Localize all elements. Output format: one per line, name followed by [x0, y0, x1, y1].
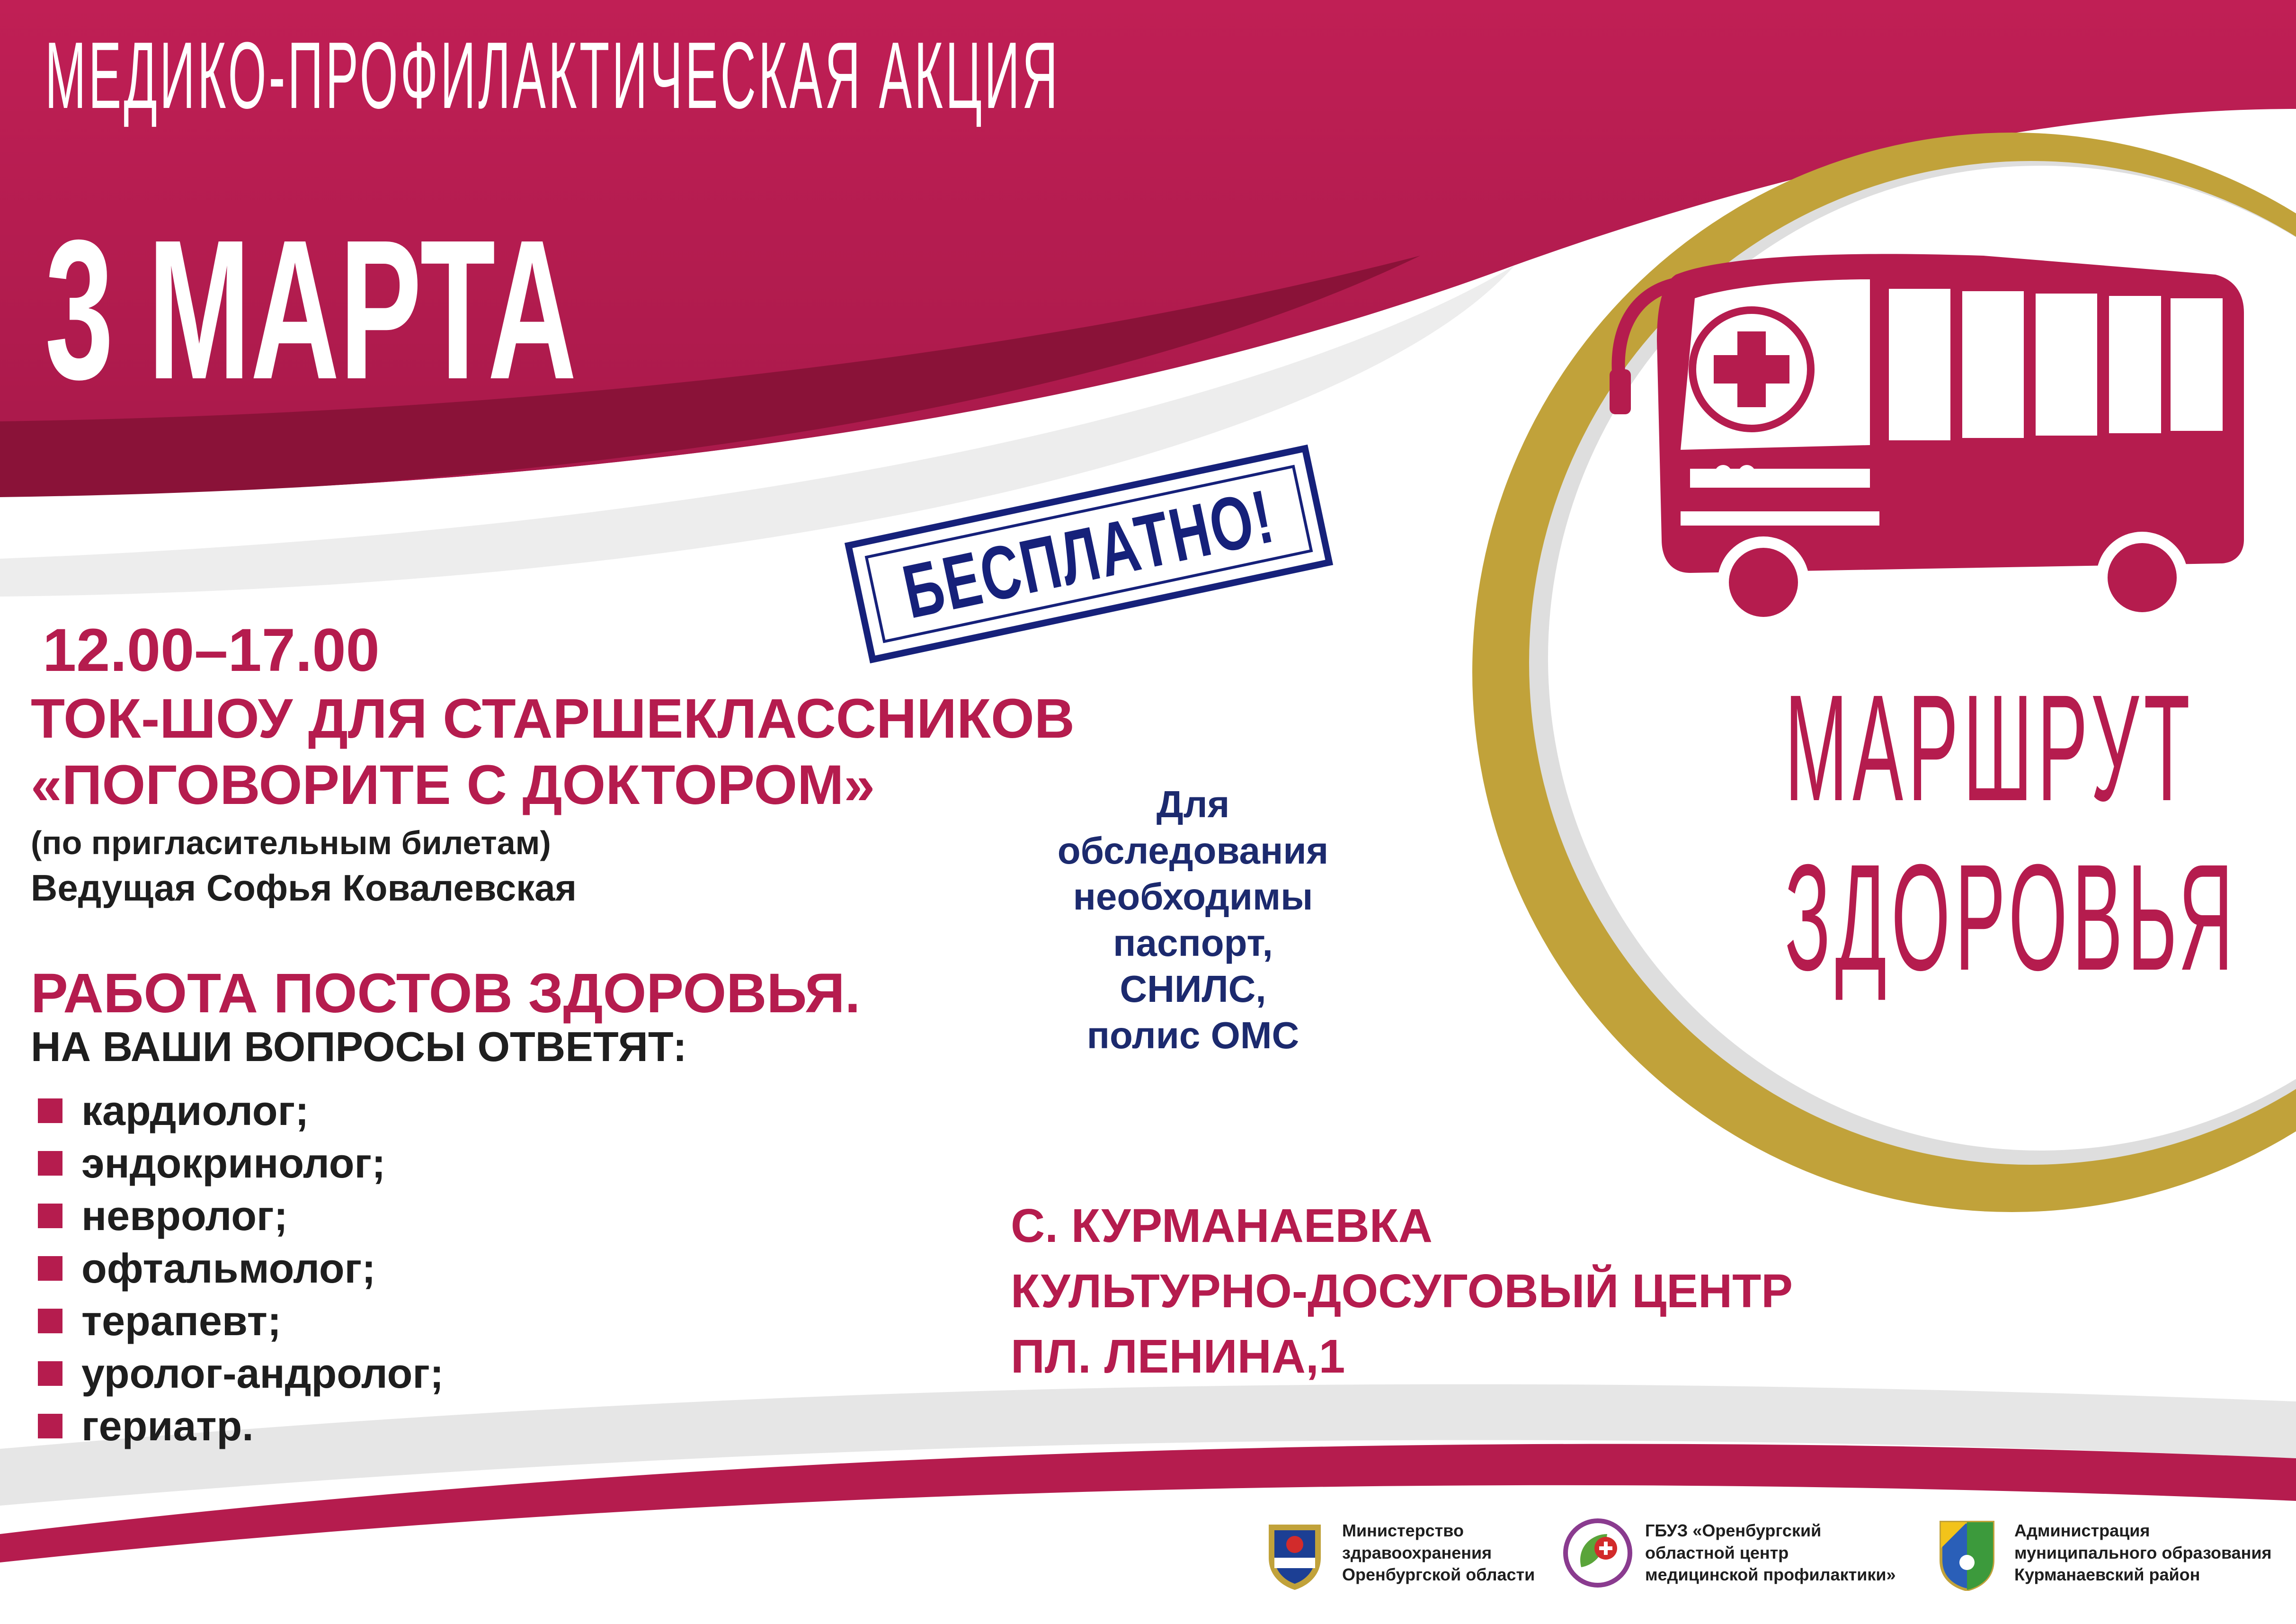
- list-item: уролог-андролог;: [38, 1347, 444, 1400]
- square-bullet-icon: [38, 1256, 62, 1281]
- talk-show-title: ТОК-ШОУ ДЛЯ СТАРШЕКЛАССНИКОВ: [31, 687, 1075, 750]
- coat-of-arms-icon: [1259, 1515, 1330, 1591]
- prevention-center-icon: [1562, 1515, 1633, 1591]
- square-bullet-icon: [38, 1309, 62, 1333]
- prevention-center-logo-block: ГБУЗ «Оренбургский областной центр медицинской профилактики»: [1562, 1510, 1896, 1596]
- route-title-line1: МАРШРУТ: [1785, 663, 2195, 832]
- event-date: 3 МАРТА: [45, 199, 577, 421]
- address-venue: КУЛЬТУРНО-ДОСУГОВЫЙ ЦЕНТР: [1011, 1265, 1793, 1318]
- address-village: С. КУРМАНАЕВКА: [1011, 1199, 1433, 1252]
- square-bullet-icon: [38, 1414, 62, 1438]
- route-title-line2: ЗДОРОВЬЯ: [1785, 832, 2238, 1002]
- address-street: ПЛ. ЛЕНИНА,1: [1011, 1330, 1345, 1383]
- ambulance-bus-icon: [1605, 246, 2258, 634]
- ministry-logo-block: Министерство здравоохранения Оренбургской области: [1259, 1510, 1535, 1596]
- health-posts-title: РАБОТА ПОСТОВ ЗДОРОВЬЯ.: [31, 962, 861, 1025]
- list-item: эндокринолог;: [38, 1137, 444, 1189]
- square-bullet-icon: [38, 1204, 62, 1228]
- event-address: [1011, 1193, 1793, 1389]
- administration-logo-block: Администрация муниципального образования Курманаевский район: [1931, 1510, 2272, 1596]
- list-item: кардиолог;: [38, 1084, 444, 1137]
- list-item: гериатр.: [38, 1400, 444, 1452]
- square-bullet-icon: [38, 1361, 62, 1386]
- specialists-list: [38, 1084, 444, 1452]
- health-posts-subtitle: НА ВАШИ ВОПРОСЫ ОТВЕТЯТ:: [31, 1023, 687, 1070]
- host-name: Ведущая Софья Ковалевская: [31, 867, 577, 909]
- documents-note: Для обследования необходимы паспорт, СНИЛС, полис ОМС: [1057, 783, 1329, 1056]
- list-item: офтальмолог;: [38, 1242, 444, 1294]
- list-item: терапевт;: [38, 1294, 444, 1347]
- main-title: МЕДИКО-ПРОФИЛАКТИЧЕСКАЯ АКЦИЯ: [45, 23, 1060, 128]
- district-emblem-icon: [1931, 1515, 2002, 1591]
- square-bullet-icon: [38, 1098, 62, 1123]
- list-item: невролог;: [38, 1189, 444, 1242]
- square-bullet-icon: [38, 1151, 62, 1176]
- route-title: [1785, 663, 2238, 1002]
- talk-show-name: «ПОГОВОРИТЕ С ДОКТОРОМ»: [31, 754, 875, 816]
- invite-note: (по пригласительным билетам): [31, 824, 551, 861]
- free-stamp-text: БЕСПЛАТНО!: [896, 473, 1281, 634]
- event-time: 12.00–17.00: [43, 616, 380, 684]
